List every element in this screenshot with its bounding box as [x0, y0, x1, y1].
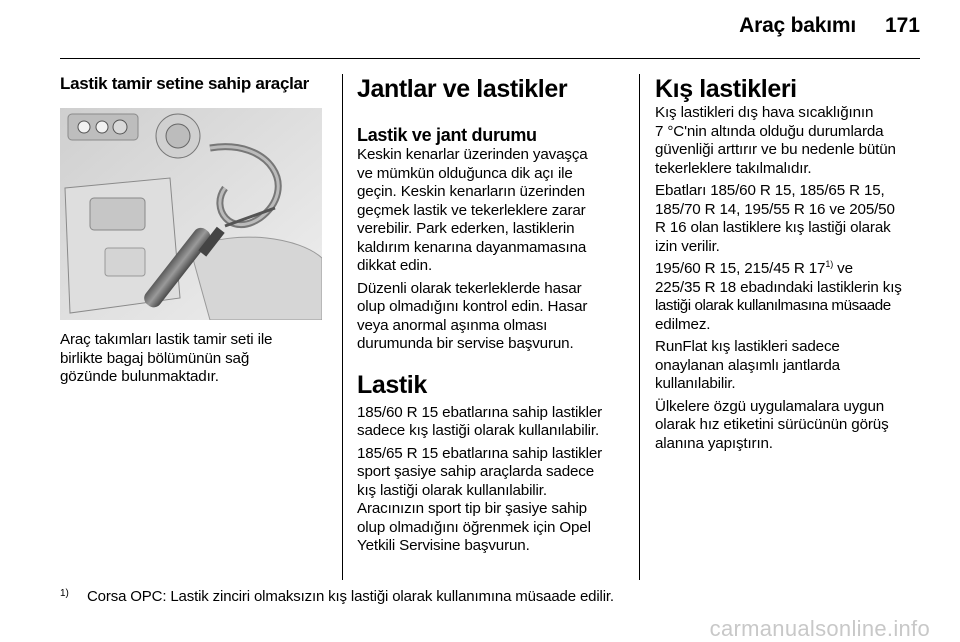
text-line: Keskin kenarlar üzerinden yavaşça	[357, 146, 588, 163]
column-divider-left	[342, 74, 343, 580]
text-line: olup olmadığını kontrol edin. Hasar	[357, 298, 588, 315]
caption-line: Araç takımları lastik tamir seti ile	[60, 331, 273, 348]
caption-line: gözünde bulunmaktadır.	[60, 368, 219, 385]
paragraph	[655, 260, 923, 334]
column-divider-right	[639, 74, 640, 580]
repair-kit-illustration	[60, 108, 322, 320]
paragraph	[357, 280, 629, 354]
text-line: geçmek lastik ve tekerleklere zarar	[357, 201, 586, 219]
section-heading-tyre: Lastik	[357, 370, 427, 399]
text-line: Yetkili Servisine başvurun.	[357, 537, 530, 554]
repair-kit-image	[60, 108, 322, 320]
page-number: 171	[884, 14, 920, 37]
running-header-title: Araç bakımı	[739, 14, 856, 37]
text-line: 225/35 R 18 ebadındaki lastiklerin kış	[655, 278, 902, 296]
text-line	[655, 260, 923, 279]
text-line: olup olmadığını öğrenmek için Opel	[357, 518, 591, 536]
section-heading-tyre-condition: Lastik ve jant durumu	[357, 125, 537, 145]
text-line: verebilir. Park ederken, lastiklerin	[357, 220, 575, 237]
text-line: 7 °C'nin altında olduğu durumlarda	[655, 122, 884, 140]
text-line: alanına yapıştırın.	[655, 434, 773, 452]
paragraph	[655, 182, 923, 256]
text-line: tekerleklere takılmalıdır.	[655, 159, 812, 177]
text-line: kaldırım kenarına dayanmamasına	[357, 238, 587, 256]
text-line: geçin. Keskin kenarların üzerinden	[357, 183, 585, 200]
text-line: 185/70 R 14, 195/55 R 16 ve 205/50	[655, 200, 895, 218]
text-line: güvenliği arttırır ve bu nedenle bütün	[655, 141, 896, 158]
text-line: sadece kış lastiği olarak kullanılabilir.	[357, 422, 600, 439]
text-line: durumunda bir servise başvurun.	[357, 335, 574, 352]
text-line: kış lastiği olarak kullanılabilir.	[357, 481, 547, 499]
paragraph	[357, 146, 629, 276]
text-span: ve	[833, 260, 853, 277]
text-line: Ebatları 185/60 R 15, 185/65 R 15,	[655, 182, 885, 199]
text-line: veya anormal aşınma olması	[357, 316, 548, 334]
text-line: edilmez.	[655, 315, 711, 333]
column-left	[60, 74, 332, 94]
watermark: carmanualsonline.info	[709, 616, 930, 641]
text-line: Ülkelere özgü uygulamalara uygun	[655, 397, 885, 415]
paragraph	[357, 404, 629, 441]
text-line: Aracınızın sport tip bir şasiye sahip	[357, 500, 587, 517]
paragraph	[655, 104, 923, 178]
footnote-text: Corsa OPC: Lastik zinciri olmaksızın kış lastiği olarak kullanımına müsaade edilir.	[87, 588, 614, 605]
caption-line: birlikte bagaj bölümünün sağ	[60, 349, 250, 367]
section-heading-winter-tyres: Kış lastikleri	[655, 75, 797, 103]
footnote-reference: 1)	[825, 258, 834, 269]
paragraph	[655, 338, 923, 394]
text-line: Kış lastikleri dış hava sıcaklığının	[655, 104, 874, 121]
text-line: lastiği olarak kullanılmasına müsaade	[655, 297, 891, 314]
text-line: dikkat edin.	[357, 257, 433, 274]
text-line: kullanılabilir.	[655, 375, 736, 392]
text-line: izin verilir.	[655, 237, 720, 255]
text-line: 185/60 R 15 ebatlarına sahip lastikler	[357, 403, 603, 421]
text-line: onaylanan alaşımlı jantlarda	[655, 356, 840, 374]
text-line: 185/65 R 15 ebatlarına sahip lastikler	[357, 444, 603, 462]
text-line: Düzenli olarak tekerleklerde hasar	[357, 279, 582, 297]
text-span: 195/60 R 15, 215/45 R 17	[655, 260, 826, 277]
header-rule	[60, 58, 920, 59]
section-heading-repair-kit: Lastik tamir setine sahip araçlar	[60, 74, 310, 93]
text-line: olarak hız etiketini sürücünün görüş	[655, 416, 889, 433]
text-line: RunFlat kış lastikleri sadece	[655, 338, 840, 355]
figure-caption	[60, 331, 332, 387]
column-middle	[357, 74, 629, 556]
chapter-title: Jantlar ve lastikler	[357, 75, 568, 103]
footnote-marker: 1)	[60, 588, 69, 599]
text-line: R 16 olan lastiklere kış lastiği olarak	[655, 219, 891, 236]
text-line: ve mümkün olduğunca dik açı ile	[357, 164, 573, 182]
paragraph	[357, 445, 629, 556]
column-right	[655, 74, 923, 453]
paragraph	[655, 398, 923, 454]
text-line: sport şasiye sahip araçlarda sadece	[357, 463, 595, 480]
